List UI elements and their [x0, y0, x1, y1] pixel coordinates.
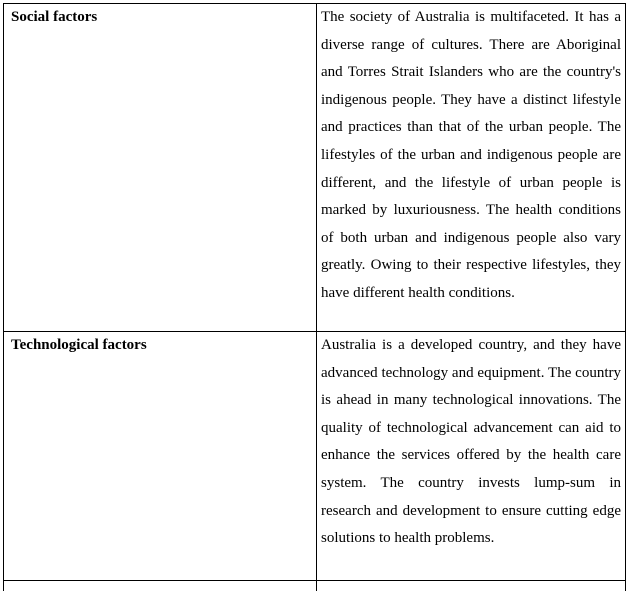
row-text-cell [317, 332, 626, 581]
table-row [4, 4, 626, 332]
row-label-cell [4, 4, 317, 332]
row-text-cell [317, 4, 626, 332]
row-label-cell [4, 332, 317, 581]
row-text: Australia is a developed country, and they have advanced technology and equipment. The country is ahead in many technological innovations. The quality of technological advancement can aid to enhance the services offered by the health care system. The country invests lump-sum in research and development to ensure cutting edge solutions to health problems. [317, 332, 625, 553]
table-row [4, 332, 626, 581]
row-label: Social factors [4, 4, 316, 27]
factors-table [3, 3, 626, 591]
row-text: The society of Australia is multifaceted. It has a diverse range of cultures. There are Aboriginal and Torres Strait Islanders who are the country's indigenous people. They have a distinct lifestyle and practices than that of the urban people. The lifestyles of the urban and indigenous people are different, and the lifestyle of urban people is marked by luxuriousness. The health conditions of both urban and indigenous people also vary greatly. Owing to their respective lifestyles, they have different health conditions. [317, 4, 625, 308]
row-label: Technological factors [4, 332, 316, 355]
